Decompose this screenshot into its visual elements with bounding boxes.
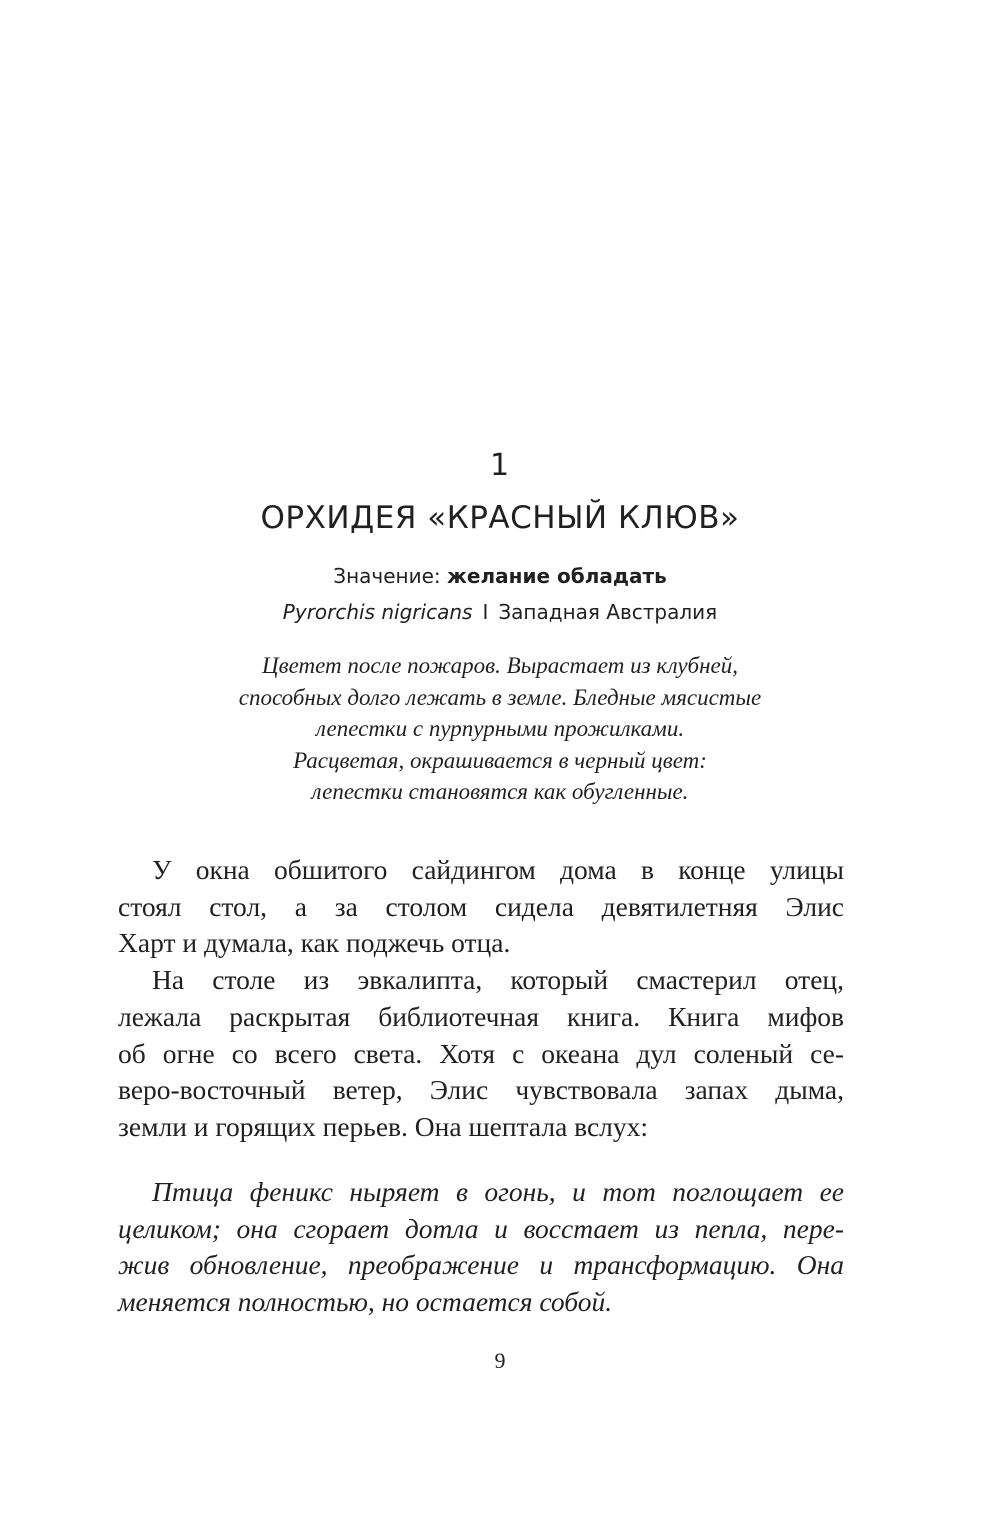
meaning-line	[0, 564, 1000, 588]
body-text	[118, 852, 844, 1146]
description-line: лепестки становятся как обугленные.	[311, 779, 689, 804]
latin-name: Pyrorchis nigricans	[282, 600, 473, 624]
region: Западная Австралия	[498, 600, 718, 624]
phoenix-quote	[118, 1174, 844, 1321]
meaning-label: Значение:	[333, 564, 441, 588]
body-line: Харт и думала, как поджечь отца.	[118, 927, 511, 959]
quote-line: жив обновление, преображение и трансформацию. Она	[118, 1249, 844, 1281]
body-line: веро-восточный ветер, Элис чувствовала запах дыма,	[118, 1074, 844, 1106]
quote-line: целиком; она сгорает дотла и восстает из пепла, пере-	[118, 1212, 844, 1244]
body-line: лежала раскрытая библиотечная книга. Книга мифов	[118, 1000, 844, 1032]
chapter-title: ОРХИДЕЯ «КРАСНЫЙ КЛЮВ»	[260, 500, 740, 536]
body-line: На столе из эвкалипта, который смастерил отец,	[152, 964, 844, 996]
body-line: земли и горящих перьев. Она шептала вслух:	[118, 1110, 649, 1142]
quote-line: меняется полностью, но остается собой.	[118, 1286, 613, 1318]
description-line: Цветет после пожаров. Вырастает из клубней,	[262, 653, 738, 678]
quote-line: Птица феникс ныряет в огонь, и тот поглощает ее	[152, 1176, 844, 1207]
separator: I	[482, 600, 489, 624]
meaning-value: желание обладать	[447, 564, 667, 588]
species-line	[0, 600, 1000, 624]
page-number: 9	[494, 1348, 506, 1373]
flower-description	[0, 650, 1000, 808]
paragraph-1	[118, 852, 844, 962]
description-line: Расцветая, окрашивается в черный цвет:	[293, 747, 707, 773]
body-line: стоял стол, а за столом сидела девятилетняя Элис	[118, 890, 844, 922]
body-line: У окна обшитого сайдингом дома в конце улицы	[152, 854, 844, 885]
chapter-number: 1	[489, 448, 511, 483]
description-line: лепестки с пурпурными прожилками.	[315, 716, 685, 741]
description-line: способных долго лежать в земле. Бледные мясистые	[238, 684, 762, 710]
body-line: об огне со всего света. Хотя с океана дул соленый се-	[118, 1037, 844, 1069]
paragraph-2	[118, 962, 844, 1146]
